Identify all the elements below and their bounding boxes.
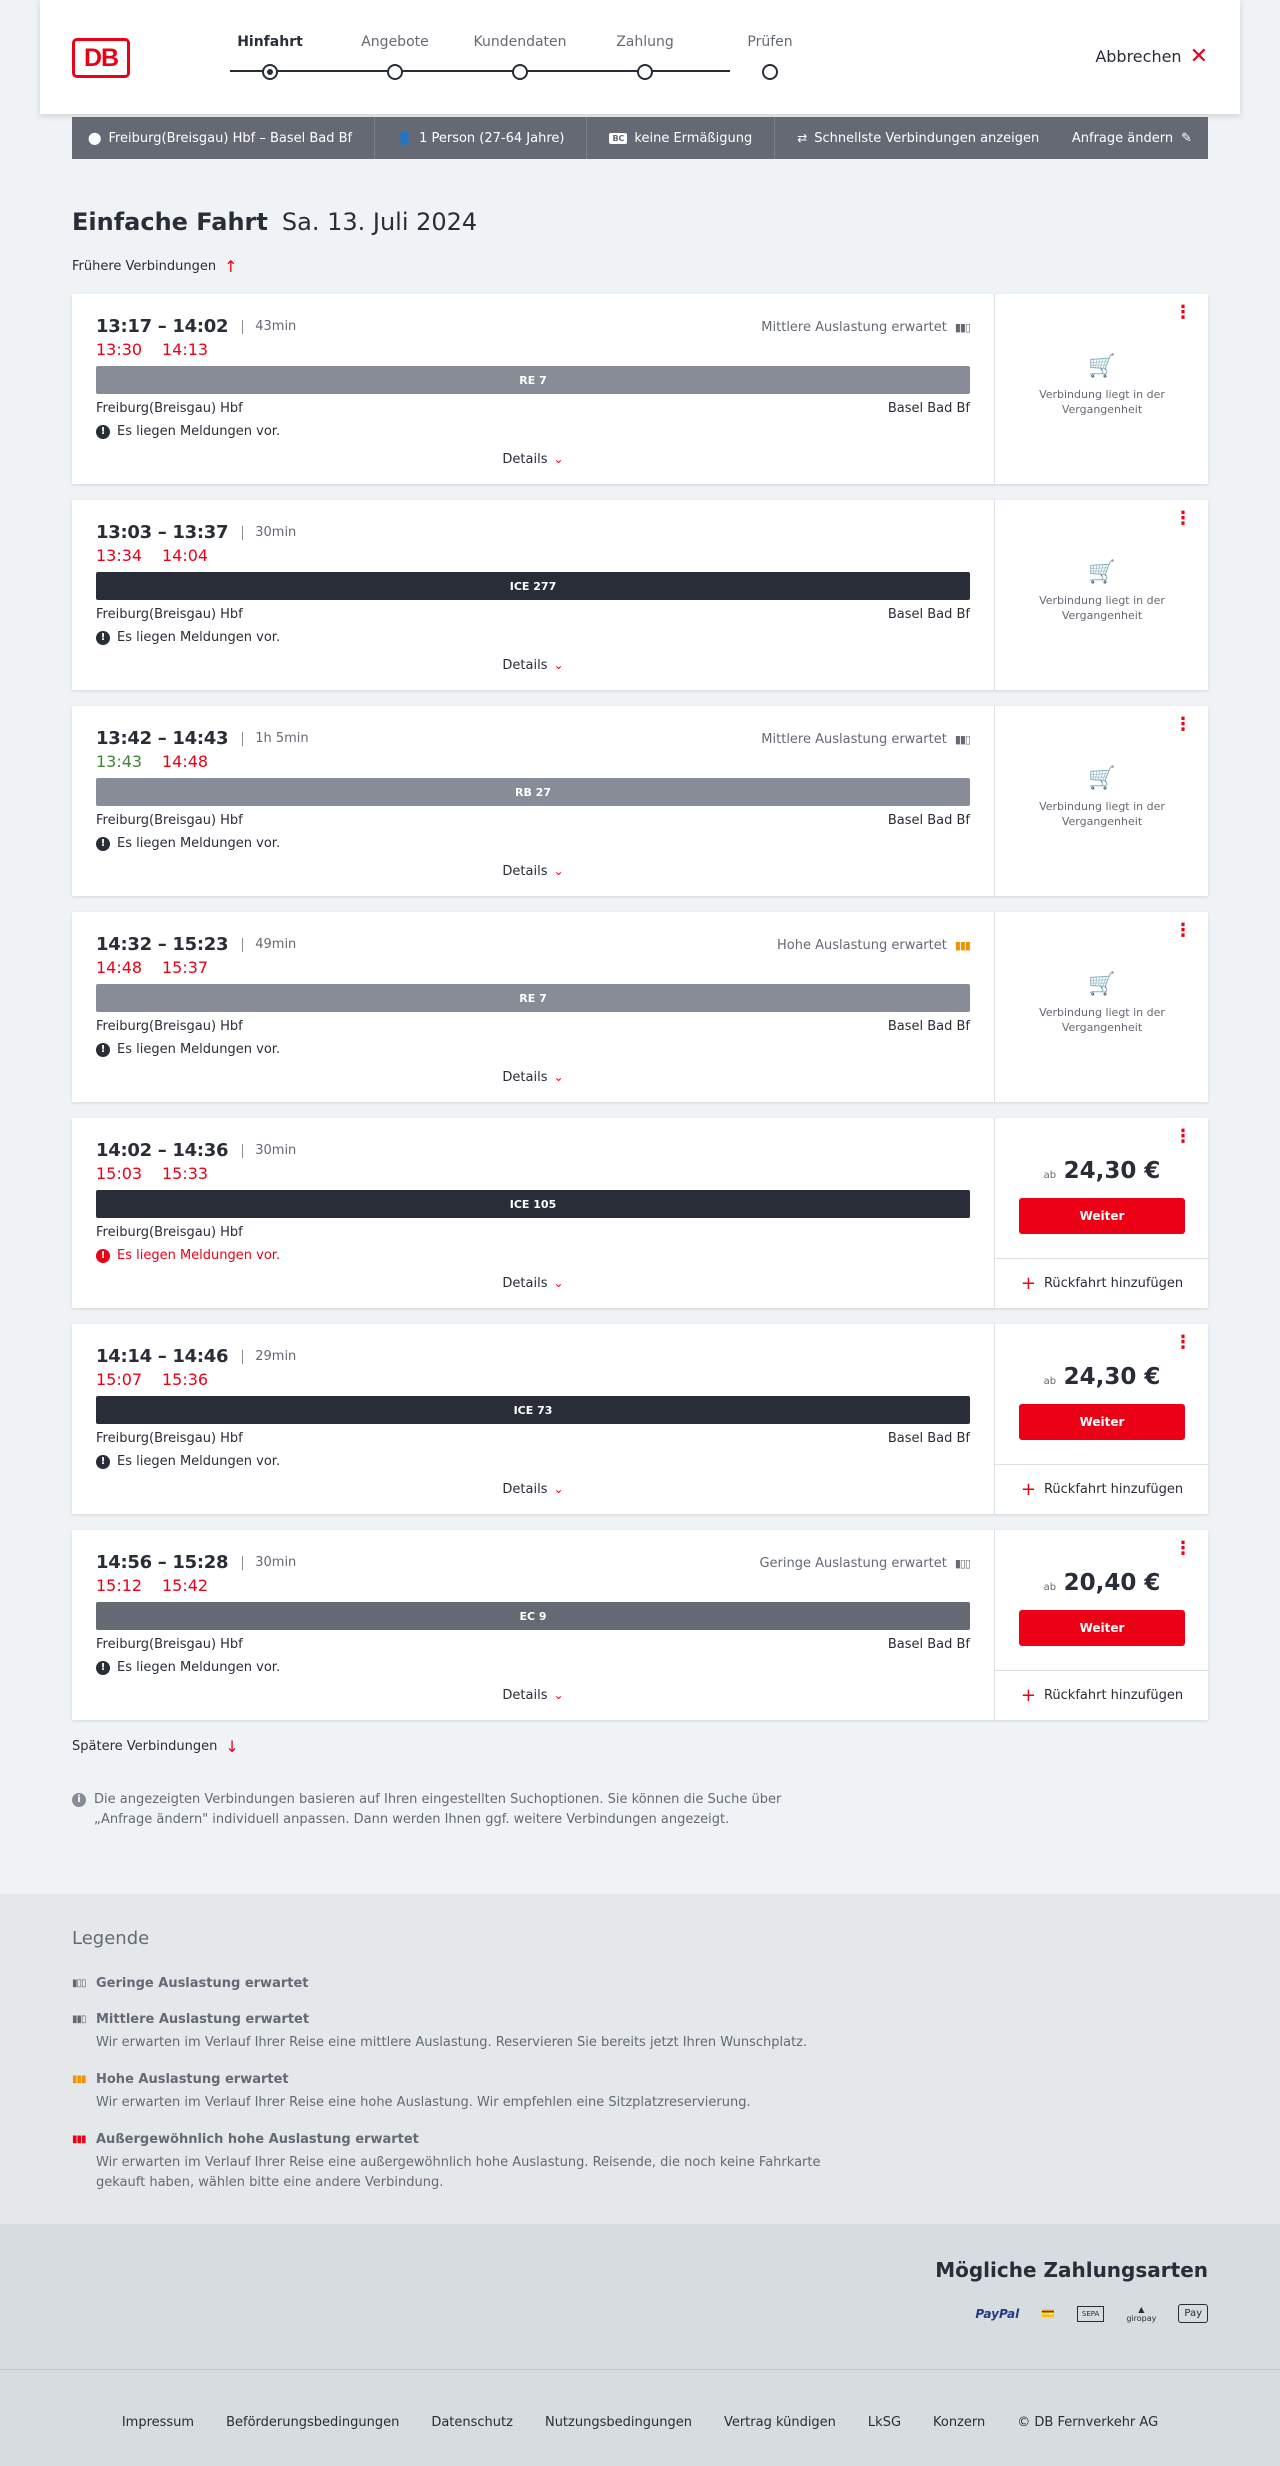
change-request-label: Anfrage ändern bbox=[1071, 130, 1174, 146]
more-options-icon[interactable]: ⋮ bbox=[1174, 1332, 1192, 1353]
add-return-button[interactable] bbox=[995, 1464, 1209, 1514]
planned-times bbox=[96, 728, 309, 749]
search-route-label: Freiburg(Breisgau) Hbf – Basel Bad Bf bbox=[108, 130, 353, 146]
search-discount bbox=[609, 131, 752, 146]
exclamation-icon: ! bbox=[96, 1043, 110, 1057]
service-messages-label: Es liegen Meldungen vor. bbox=[117, 1042, 281, 1057]
legend-item-title: Außergewöhnlich hohe Auslastung erwartet bbox=[96, 2132, 419, 2147]
giropay-icon bbox=[1126, 2305, 1156, 2323]
connection-offer bbox=[994, 1118, 1208, 1308]
connection-card[interactable] bbox=[72, 1324, 1208, 1514]
giropay-glyph: ▲ bbox=[1138, 2304, 1145, 2314]
stepper-line bbox=[230, 70, 730, 72]
realtime-departure: 13:43 bbox=[96, 752, 143, 771]
details-label: Details bbox=[502, 1070, 548, 1085]
occupancy-medium-icon: ▮▮▯ bbox=[72, 2014, 86, 2025]
details-toggle[interactable] bbox=[72, 452, 994, 467]
realtime-departure: 13:34 bbox=[96, 546, 143, 565]
step-label: Zahlung bbox=[616, 34, 674, 50]
footer-copyright: © DB Fernverkehr AG bbox=[1017, 2415, 1159, 2430]
service-messages[interactable] bbox=[96, 630, 280, 645]
paypal-icon: PayPal bbox=[975, 2306, 1020, 2321]
details-toggle[interactable] bbox=[72, 1276, 994, 1291]
connection-card[interactable] bbox=[72, 1530, 1208, 1720]
arrival-station: Basel Bad Bf bbox=[887, 401, 970, 416]
continue-button[interactable]: Weiter bbox=[1019, 1198, 1185, 1234]
price-prefix: ab bbox=[1043, 1376, 1057, 1387]
planned-time-range: 14:32 – 15:23 bbox=[96, 934, 229, 955]
duration: 49min bbox=[255, 937, 297, 952]
planned-time-range: 14:02 – 14:36 bbox=[96, 1140, 229, 1161]
exclamation-icon: ! bbox=[96, 425, 110, 439]
planned-time-range: 14:14 – 14:46 bbox=[96, 1346, 229, 1367]
connection-details bbox=[72, 500, 994, 690]
occupancy-medium-icon: ▮▮▯ bbox=[954, 733, 970, 746]
arrow-down-icon: ↓ bbox=[225, 1737, 239, 1756]
arrival-station: Basel Bad Bf bbox=[887, 607, 970, 622]
divider bbox=[242, 1144, 243, 1158]
details-label: Details bbox=[502, 1688, 548, 1703]
divider bbox=[242, 1350, 243, 1364]
price bbox=[995, 1158, 1209, 1184]
footer bbox=[0, 2369, 1280, 2466]
connection-details bbox=[72, 294, 994, 484]
past-connection-notice bbox=[995, 766, 1209, 829]
search-passengers-label: 1 Person (27-64 Jahre) bbox=[419, 130, 565, 146]
occupancy-high-icon: ▮▮▮ bbox=[954, 939, 970, 952]
service-messages[interactable] bbox=[96, 1042, 280, 1057]
payment-title: Mögliche Zahlungsarten bbox=[935, 2258, 1208, 2282]
train-segment-bar[interactable]: ICE 105 bbox=[96, 1190, 970, 1218]
step-label: Hinfahrt bbox=[237, 34, 303, 50]
service-messages-label: Es liegen Meldungen vor. bbox=[117, 1454, 281, 1469]
exclamation-icon: ! bbox=[96, 1249, 110, 1263]
divider bbox=[242, 732, 243, 746]
connection-details bbox=[72, 1324, 994, 1514]
service-messages-label: Es liegen Meldungen vor. bbox=[117, 1248, 281, 1263]
connection-details bbox=[72, 1530, 994, 1720]
step-dot-icon bbox=[387, 64, 403, 80]
details-label: Details bbox=[502, 658, 548, 673]
legend bbox=[0, 1894, 1280, 2224]
duration: 43min bbox=[255, 319, 297, 334]
footer-links bbox=[0, 2415, 1280, 2430]
details-toggle[interactable] bbox=[72, 1482, 994, 1497]
realtime-times bbox=[96, 1576, 228, 1595]
realtime-arrival: 14:04 bbox=[162, 546, 209, 565]
service-messages[interactable] bbox=[96, 424, 280, 439]
continue-button[interactable]: Weiter bbox=[1019, 1404, 1185, 1440]
payment-methods bbox=[0, 2224, 1280, 2369]
price bbox=[995, 1570, 1209, 1596]
details-label: Details bbox=[502, 1482, 548, 1497]
departure-station: Freiburg(Breisgau) Hbf bbox=[96, 607, 243, 622]
price-prefix: ab bbox=[1043, 1582, 1057, 1593]
planned-times bbox=[96, 522, 296, 543]
service-messages[interactable] bbox=[96, 1248, 280, 1263]
exclamation-icon: ! bbox=[96, 631, 110, 645]
search-route bbox=[88, 131, 352, 146]
connection-card[interactable] bbox=[72, 1118, 1208, 1308]
realtime-arrival: 15:33 bbox=[162, 1164, 209, 1183]
cart-icon: 🛒 bbox=[1088, 766, 1116, 791]
train-segment-bar[interactable]: RE 7 bbox=[96, 366, 970, 394]
info-icon: i bbox=[72, 1793, 86, 1807]
train-segment-bar[interactable]: RB 27 bbox=[96, 778, 970, 806]
add-return-button[interactable] bbox=[995, 1670, 1209, 1720]
footer-link-vertrag-kuendigen[interactable]: Vertrag kündigen bbox=[723, 2415, 836, 2430]
occupancy-low-icon: ▮▯▯ bbox=[72, 1978, 86, 1989]
arrival-station: Basel Bad Bf bbox=[887, 1019, 970, 1034]
step-angebote[interactable] bbox=[335, 34, 455, 56]
realtime-times bbox=[96, 1370, 228, 1389]
more-options-icon[interactable]: ⋮ bbox=[1174, 302, 1192, 323]
step-hinfahrt[interactable] bbox=[210, 34, 330, 56]
planned-time-range: 13:03 – 13:37 bbox=[96, 522, 229, 543]
cancel-label: Abbrechen bbox=[1095, 47, 1182, 66]
exclamation-icon: ! bbox=[96, 837, 110, 851]
trip-type-title: Einfache Fahrt bbox=[72, 208, 268, 236]
cart-icon: 🛒 bbox=[1088, 354, 1116, 379]
realtime-arrival: 14:13 bbox=[162, 340, 209, 359]
more-options-icon[interactable]: ⋮ bbox=[1174, 1126, 1192, 1147]
booking-stepper bbox=[210, 34, 793, 84]
details-toggle[interactable] bbox=[72, 1070, 994, 1085]
applepay-icon bbox=[1178, 2304, 1208, 2323]
more-options-icon[interactable]: ⋮ bbox=[1174, 1538, 1192, 1559]
price-prefix: ab bbox=[1043, 1170, 1057, 1181]
details-label: Details bbox=[502, 452, 548, 467]
duration: 1h 5min bbox=[255, 731, 309, 746]
planned-time-range: 13:42 – 14:43 bbox=[96, 728, 229, 749]
cart-icon: 🛒 bbox=[1088, 972, 1116, 997]
train-segment-bar[interactable]: ICE 73 bbox=[96, 1396, 970, 1424]
continue-button[interactable]: Weiter bbox=[1019, 1610, 1185, 1646]
past-connection-label: Verbindung liegt in der Vergangenheit bbox=[1039, 1006, 1165, 1034]
realtime-times bbox=[96, 752, 228, 771]
realtime-times bbox=[96, 1164, 228, 1183]
add-return-label: Rückfahrt hinzufügen bbox=[1043, 1688, 1184, 1703]
details-toggle[interactable] bbox=[72, 1688, 994, 1703]
search-option-label: Schnellste Verbindungen anzeigen bbox=[814, 130, 1040, 146]
realtime-departure: 13:30 bbox=[96, 340, 143, 359]
realtime-departure: 15:12 bbox=[96, 1576, 143, 1595]
divider bbox=[242, 938, 243, 952]
location-pin-icon: ⬤ bbox=[88, 131, 102, 145]
occupancy-indicator bbox=[761, 320, 970, 335]
footer-link-befoerderungsbedingungen[interactable]: Beförderungsbedingungen bbox=[226, 2415, 400, 2430]
occupancy-label: Geringe Auslastung erwartet bbox=[759, 1556, 947, 1571]
pencil-icon: ✎ bbox=[1181, 130, 1192, 146]
occupancy-label: Mittlere Auslastung erwartet bbox=[761, 320, 947, 335]
service-messages-label: Es liegen Meldungen vor. bbox=[117, 630, 281, 645]
arrival-station: Basel Bad Bf bbox=[887, 813, 970, 828]
divider bbox=[774, 117, 775, 159]
legend-title: Legende bbox=[72, 1928, 150, 1949]
legend-item-desc: Wir erwarten im Verlauf Ihrer Reise eine hohe Auslastung. Wir empfehlen eine Sitzplatzreservierung. bbox=[96, 2095, 751, 2110]
trip-date: Sa. 13. Juli 2024 bbox=[281, 208, 478, 236]
applepay-label: Pay bbox=[1184, 2308, 1202, 2319]
divider bbox=[374, 117, 375, 159]
occupancy-low-icon: ▮▯▯ bbox=[954, 1557, 970, 1570]
past-connection-notice bbox=[995, 972, 1209, 1035]
legend-item-desc: Wir erwarten im Verlauf Ihrer Reise eine mittlere Auslastung. Reservieren Sie bereits jetzt Ihren Wunschplatz. bbox=[96, 2035, 808, 2050]
occupancy-label: Mittlere Auslastung erwartet bbox=[761, 732, 947, 747]
past-connection-notice bbox=[995, 560, 1209, 623]
footer-link-impressum[interactable]: Impressum bbox=[121, 2415, 195, 2430]
departure-station: Freiburg(Breisgau) Hbf bbox=[96, 401, 243, 416]
planned-times bbox=[96, 934, 296, 955]
connection-card[interactable] bbox=[72, 294, 1208, 484]
legend-item-medium bbox=[72, 2012, 852, 2053]
realtime-times bbox=[96, 340, 228, 359]
legend-item-high bbox=[72, 2072, 852, 2113]
planned-time-range: 13:17 – 14:02 bbox=[96, 316, 229, 337]
service-messages-label: Es liegen Meldungen vor. bbox=[117, 836, 281, 851]
earlier-connections-link[interactable] bbox=[72, 257, 238, 276]
step-pruefen[interactable] bbox=[710, 34, 830, 56]
planned-times bbox=[96, 1552, 296, 1573]
planned-time-range: 14:56 – 15:28 bbox=[96, 1552, 229, 1573]
search-passengers bbox=[397, 131, 564, 146]
connection-offer bbox=[994, 706, 1208, 896]
connection-card[interactable] bbox=[72, 912, 1208, 1102]
chevron-down-icon: ⌄ bbox=[553, 658, 564, 672]
price-value: 24,30 € bbox=[1063, 1158, 1161, 1184]
chevron-down-icon: ⌄ bbox=[553, 1070, 564, 1084]
details-label: Details bbox=[502, 1276, 548, 1291]
arrow-up-icon: ↑ bbox=[224, 257, 238, 276]
departure-station: Freiburg(Breisgau) Hbf bbox=[96, 1019, 243, 1034]
connection-details bbox=[72, 1118, 994, 1308]
duration: 30min bbox=[255, 1143, 297, 1158]
swap-arrows-icon: ⇄ bbox=[797, 131, 808, 145]
legend-item-title: Mittlere Auslastung erwartet bbox=[96, 2012, 310, 2027]
occupancy-label: Hohe Auslastung erwartet bbox=[777, 938, 947, 953]
plus-icon: + bbox=[1020, 1479, 1036, 1500]
realtime-arrival: 14:48 bbox=[162, 752, 209, 771]
search-discount-label: keine Ermäßigung bbox=[634, 130, 753, 146]
step-dot-icon bbox=[512, 64, 528, 80]
later-connections-label: Spätere Verbindungen bbox=[72, 1739, 218, 1754]
realtime-departure: 15:07 bbox=[96, 1370, 143, 1389]
train-segment-bar[interactable]: RE 7 bbox=[96, 984, 970, 1012]
realtime-times bbox=[96, 958, 228, 977]
train-segment-bar[interactable]: ICE 277 bbox=[96, 572, 970, 600]
step-zahlung[interactable] bbox=[585, 34, 705, 56]
chevron-down-icon: ⌄ bbox=[553, 1688, 564, 1702]
duration: 30min bbox=[255, 1555, 297, 1570]
earlier-connections-label: Frühere Verbindungen bbox=[72, 259, 217, 274]
connection-details bbox=[72, 912, 994, 1102]
info-note bbox=[72, 1790, 842, 1830]
step-label: Prüfen bbox=[747, 34, 793, 50]
legend-item-low bbox=[72, 1976, 852, 1991]
duration: 30min bbox=[255, 525, 297, 540]
duration: 29min bbox=[255, 1349, 297, 1364]
past-connection-notice bbox=[995, 354, 1209, 417]
footer-link-lksg[interactable]: LkSG bbox=[867, 2415, 902, 2430]
search-option bbox=[797, 131, 1039, 146]
occupancy-extreme-icon: ▮▮▮ bbox=[72, 2134, 86, 2145]
exclamation-icon: ! bbox=[96, 1455, 110, 1469]
price-value: 20,40 € bbox=[1063, 1570, 1161, 1596]
later-connections-link[interactable] bbox=[72, 1737, 239, 1756]
occupancy-indicator bbox=[761, 732, 970, 747]
connection-offer bbox=[994, 1530, 1208, 1720]
legend-item-title: Hohe Auslastung erwartet bbox=[96, 2072, 289, 2087]
footer-link-datenschutz[interactable]: Datenschutz bbox=[431, 2415, 513, 2430]
bahncard-icon: BC bbox=[609, 133, 627, 144]
past-connection-label: Verbindung liegt in der Vergangenheit bbox=[1039, 388, 1165, 416]
details-label: Details bbox=[502, 864, 548, 879]
occupancy-medium-icon: ▮▮▯ bbox=[954, 321, 970, 334]
realtime-departure: 15:03 bbox=[96, 1164, 143, 1183]
step-kundendaten[interactable] bbox=[460, 34, 580, 56]
past-connection-label: Verbindung liegt in der Vergangenheit bbox=[1039, 800, 1165, 828]
payment-icons bbox=[975, 2304, 1208, 2323]
search-summary-bar bbox=[72, 117, 1208, 159]
chevron-down-icon: ⌄ bbox=[553, 1482, 564, 1496]
add-return-label: Rückfahrt hinzufügen bbox=[1043, 1482, 1184, 1497]
departure-station: Freiburg(Breisgau) Hbf bbox=[96, 1637, 243, 1652]
price bbox=[995, 1364, 1209, 1390]
step-label: Angebote bbox=[361, 34, 429, 50]
person-icon: 👤 bbox=[397, 131, 413, 145]
footer-link-konzern[interactable]: Konzern bbox=[933, 2415, 986, 2430]
departure-station: Freiburg(Breisgau) Hbf bbox=[96, 1225, 243, 1240]
divider bbox=[242, 526, 243, 540]
more-options-icon[interactable]: ⋮ bbox=[1174, 508, 1192, 529]
connection-details bbox=[72, 706, 994, 896]
giropay-label: giropay bbox=[1126, 2313, 1157, 2323]
step-dot-icon bbox=[637, 64, 653, 80]
arrival-station: Basel Bad Bf bbox=[887, 1637, 970, 1652]
train-segment-bar[interactable]: EC 9 bbox=[96, 1602, 970, 1630]
departure-station: Freiburg(Breisgau) Hbf bbox=[96, 813, 243, 828]
connection-card[interactable] bbox=[72, 706, 1208, 896]
more-options-icon[interactable]: ⋮ bbox=[1174, 714, 1192, 735]
occupancy-high-icon: ▮▮▮ bbox=[72, 2074, 86, 2085]
divider bbox=[242, 1556, 243, 1570]
footer-link-nutzungsbedingungen[interactable]: Nutzungsbedingungen bbox=[544, 2415, 692, 2430]
realtime-arrival: 15:36 bbox=[162, 1370, 209, 1389]
exclamation-icon: ! bbox=[96, 1661, 110, 1675]
close-icon: ✕ bbox=[1189, 43, 1208, 69]
chevron-down-icon: ⌄ bbox=[553, 864, 564, 878]
planned-times bbox=[96, 1346, 296, 1367]
change-request-button[interactable] bbox=[1072, 131, 1192, 146]
details-toggle[interactable] bbox=[72, 864, 994, 879]
chevron-down-icon: ⌄ bbox=[553, 452, 564, 466]
connection-offer bbox=[994, 500, 1208, 690]
details-toggle[interactable] bbox=[72, 658, 994, 673]
legend-item-desc: Wir erwarten im Verlauf Ihrer Reise eine außergewöhnlich hohe Auslastung. Reisende, die noch keine Fahrkarte gekauft haben, wählen bitte eine andere Verbindung. bbox=[96, 2155, 821, 2190]
connection-offer bbox=[994, 912, 1208, 1102]
header bbox=[40, 0, 1240, 114]
legend-item-extreme bbox=[72, 2132, 852, 2193]
past-connection-label: Verbindung liegt in der Vergangenheit bbox=[1039, 594, 1165, 622]
connection-card[interactable] bbox=[72, 500, 1208, 690]
add-return-label: Rückfahrt hinzufügen bbox=[1043, 1276, 1184, 1291]
service-messages-label: Es liegen Meldungen vor. bbox=[117, 1660, 281, 1675]
realtime-arrival: 15:42 bbox=[162, 1576, 209, 1595]
plus-icon: + bbox=[1020, 1685, 1036, 1706]
info-note-text: Die angezeigten Verbindungen basieren auf Ihren eingestellten Suchoptionen. Sie können die Suche über „Anfrage ändern" individuell anpassen. Dann werden Ihnen ggf. weitere Verbindungen angezeigt. bbox=[94, 1792, 782, 1827]
occupancy-indicator bbox=[777, 938, 970, 953]
credit-card-icon: 💳 bbox=[1041, 2307, 1055, 2320]
connection-offer bbox=[994, 294, 1208, 484]
realtime-departure: 14:48 bbox=[96, 958, 143, 977]
divider bbox=[586, 117, 587, 159]
step-dot-icon bbox=[262, 64, 278, 80]
realtime-times bbox=[96, 546, 228, 565]
planned-times bbox=[96, 1140, 296, 1161]
more-options-icon[interactable]: ⋮ bbox=[1174, 920, 1192, 941]
departure-station: Freiburg(Breisgau) Hbf bbox=[96, 1431, 243, 1446]
chevron-down-icon: ⌄ bbox=[553, 1276, 564, 1290]
service-messages[interactable] bbox=[96, 836, 280, 851]
service-messages[interactable] bbox=[96, 1660, 280, 1675]
db-logo[interactable]: DB bbox=[72, 38, 130, 78]
planned-times bbox=[96, 316, 296, 337]
page-title bbox=[72, 208, 477, 236]
add-return-button[interactable] bbox=[995, 1258, 1209, 1308]
step-dot-icon bbox=[762, 64, 778, 80]
occupancy-indicator bbox=[759, 1556, 970, 1571]
price-value: 24,30 € bbox=[1063, 1364, 1161, 1390]
divider bbox=[242, 320, 243, 334]
sepa-icon: SEPA bbox=[1077, 2306, 1104, 2322]
plus-icon: + bbox=[1020, 1273, 1036, 1294]
service-messages-label: Es liegen Meldungen vor. bbox=[117, 424, 281, 439]
realtime-arrival: 15:37 bbox=[162, 958, 209, 977]
cart-icon: 🛒 bbox=[1088, 560, 1116, 585]
cancel-button[interactable] bbox=[1095, 43, 1208, 69]
arrival-station: Basel Bad Bf bbox=[887, 1431, 970, 1446]
legend-item-title: Geringe Auslastung erwartet bbox=[96, 1976, 309, 1991]
service-messages[interactable] bbox=[96, 1454, 280, 1469]
step-label: Kundendaten bbox=[473, 34, 567, 50]
connection-offer bbox=[994, 1324, 1208, 1514]
